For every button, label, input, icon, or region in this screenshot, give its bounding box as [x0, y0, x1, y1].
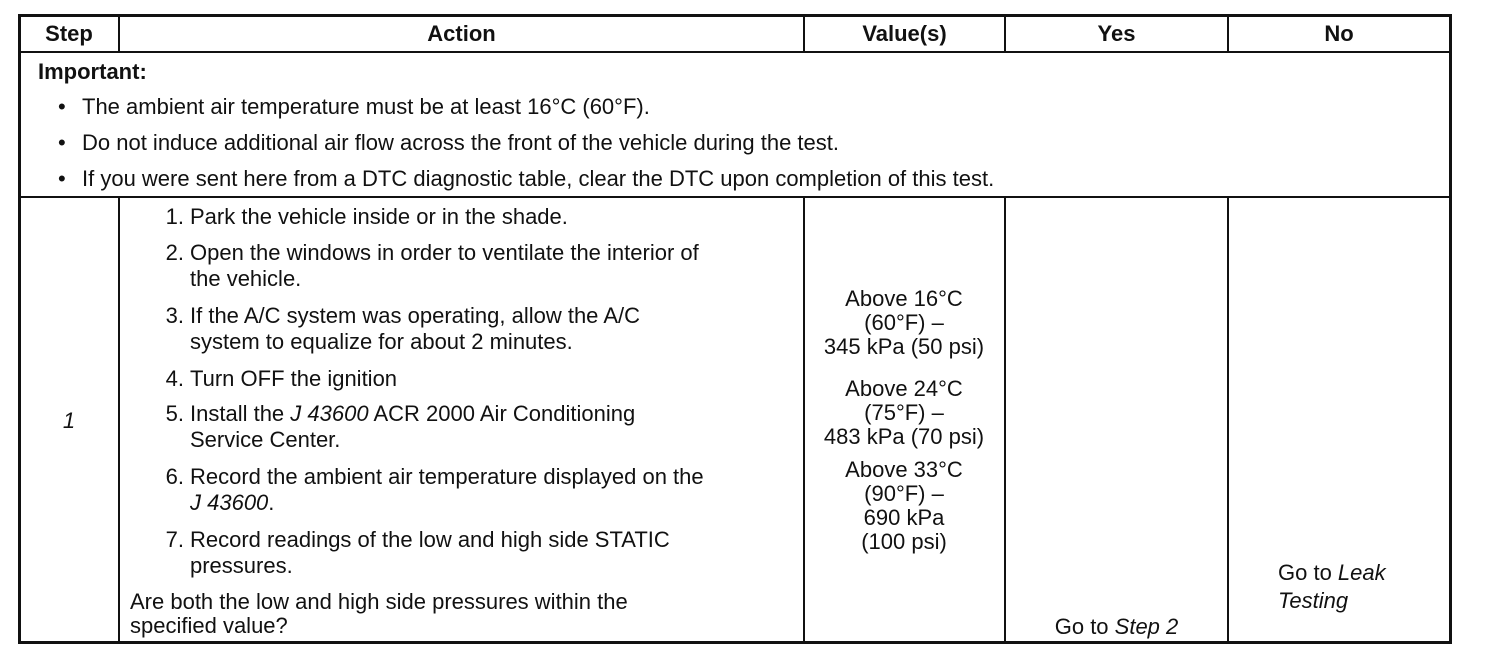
action-item-pre: Install the	[190, 401, 291, 426]
action-item-text: Turn OFF the ignition	[190, 366, 398, 391]
action-item-number: 7.	[165, 527, 184, 552]
header-no: No	[1324, 21, 1354, 46]
action-item	[150, 464, 790, 516]
important-bullet-text: If you were sent here from a DTC diagnostic table, clear the DTC upon completion of this test.	[82, 166, 995, 191]
action-item-text: Park the vehicle inside or in the shade.	[190, 204, 568, 229]
leak-testing-link[interactable]: Testing	[1278, 588, 1349, 613]
action-item-number: 5.	[165, 401, 184, 426]
tool-reference: J 43600	[190, 490, 269, 515]
action-item-line: Record readings of the low and high side STATIC	[190, 527, 670, 552]
leak-testing-link[interactable]: Leak	[1337, 560, 1386, 585]
no-action	[1278, 559, 1448, 615]
header-action: Action	[427, 21, 496, 46]
action-item-line: the vehicle.	[190, 266, 302, 291]
table-border-bottom	[18, 641, 1452, 644]
action-item-suffix: .	[268, 490, 275, 515]
action-item	[150, 204, 790, 230]
action-item-rest: ACR 2000 Air Conditioning	[368, 401, 636, 426]
action-item	[150, 401, 790, 453]
yes-prefix: Go to	[1054, 614, 1115, 639]
tool-reference: J 43600	[290, 401, 369, 426]
action-item-number: 1.	[165, 204, 184, 229]
question-line: Are both the low and high side pressures within the	[130, 589, 628, 614]
action-item-line: If the A/C system was operating, allow the A/C	[190, 303, 640, 328]
table-border-right	[1449, 14, 1452, 644]
value-spec	[808, 458, 1000, 554]
action-item-text	[190, 401, 790, 453]
value-line: (90°F) –	[864, 481, 944, 506]
yes-action	[1006, 614, 1227, 640]
action-item-text	[190, 240, 790, 292]
bullet-glyph: •	[58, 166, 66, 191]
step-number: 1	[62, 408, 76, 433]
value-line: (75°F) –	[864, 400, 944, 425]
value-line: Above 33°C	[845, 457, 963, 482]
bullet-glyph: •	[58, 94, 66, 119]
col-divider-yes	[1227, 196, 1229, 644]
value-spec	[808, 287, 1000, 359]
value-line: 690 kPa	[863, 505, 945, 530]
action-item-number: 6.	[165, 464, 184, 489]
col-divider-step	[118, 196, 120, 644]
action-item-text	[190, 464, 790, 516]
col-divider-action	[803, 196, 805, 644]
question-line: specified value?	[130, 613, 288, 638]
important-title: Important:	[38, 59, 147, 84]
important-bullet	[58, 93, 650, 121]
value-line: (100 psi)	[861, 529, 947, 554]
header-step: Step	[45, 21, 93, 46]
value-line: 483 kPa (70 psi)	[823, 424, 985, 449]
col-divider-values	[1004, 196, 1006, 644]
value-spec	[808, 377, 1000, 449]
action-item-text	[190, 527, 790, 579]
value-line: 345 kPa (50 psi)	[823, 334, 985, 359]
value-line: Above 16°C	[845, 286, 963, 311]
important-bullet-text: The ambient air temperature must be at least 16°C (60°F).	[82, 94, 650, 119]
action-item-number: 3.	[165, 303, 184, 328]
action-question	[130, 590, 790, 638]
bullet-glyph: •	[58, 130, 66, 155]
value-line: Above 24°C	[845, 376, 963, 401]
table-border-left	[18, 14, 21, 644]
header-yes: Yes	[1097, 21, 1136, 46]
important-bullet	[58, 129, 839, 157]
important-bullet	[58, 165, 994, 193]
action-item	[150, 366, 790, 392]
important-bullet-text: Do not induce additional air flow across the front of the vehicle during the test.	[82, 130, 839, 155]
action-item-number: 2.	[165, 240, 184, 265]
action-item	[150, 527, 790, 579]
step-2-link[interactable]: Step 2	[1114, 614, 1179, 639]
action-item-line: pressures.	[190, 553, 293, 578]
action-item-line: system to equalize for about 2 minutes.	[190, 329, 573, 354]
action-item-line: Service Center.	[190, 427, 341, 452]
action-item	[150, 240, 790, 292]
action-item-line: Record the ambient air temperature displayed on the	[190, 464, 704, 489]
action-item	[150, 303, 790, 355]
no-prefix: Go to	[1278, 560, 1338, 585]
important-divider	[18, 196, 1452, 198]
header-values: Value(s)	[862, 21, 947, 46]
action-item-line: Open the windows in order to ventilate the interior of	[190, 240, 699, 265]
value-line: (60°F) –	[864, 310, 944, 335]
action-item-number: 4.	[165, 366, 184, 391]
action-item-text	[190, 303, 790, 355]
